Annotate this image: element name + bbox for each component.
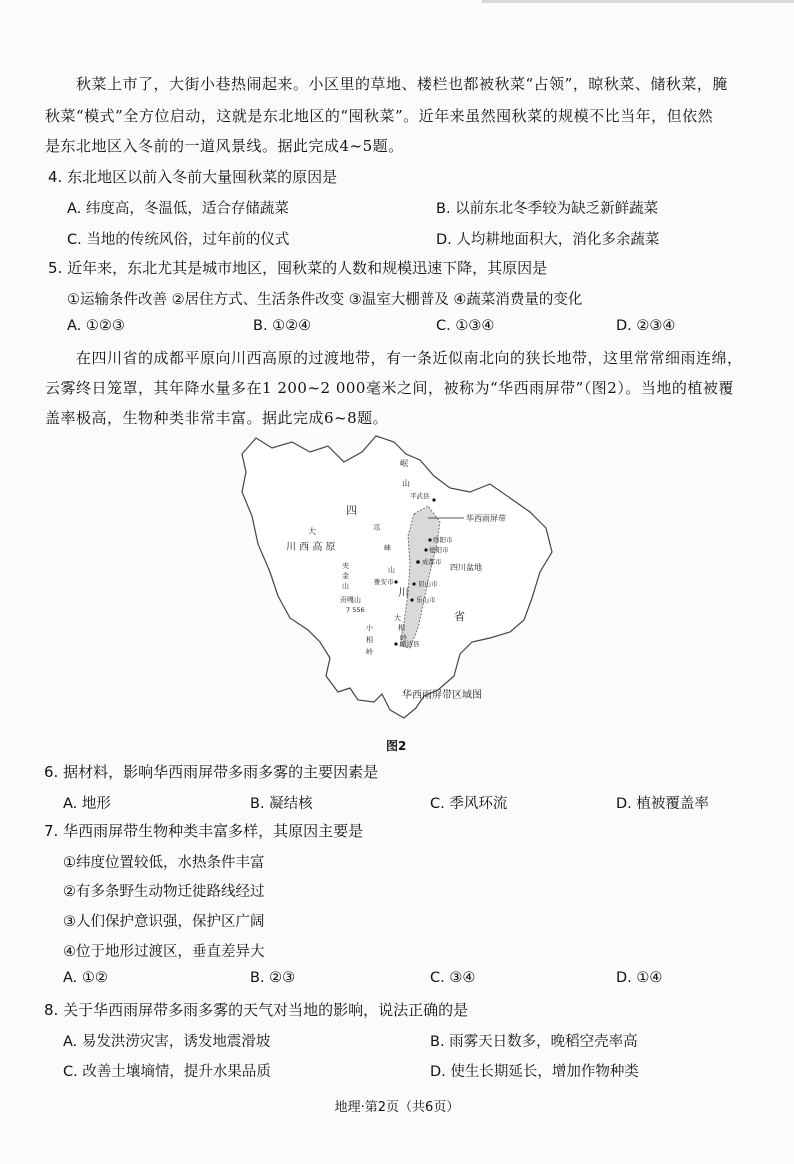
question-4-stem: 4. 东北地区以前入冬前大量囤秋菜的原因是 xyxy=(48,168,338,186)
passage-1-line-1: 秋菜上市了，大街小巷热闹起来。小区里的草地、楼栏也都被秋菜“占领”，晾秋菜、储秋菜，腌 xyxy=(76,75,728,93)
question-6-option-c: C. 季风环流 xyxy=(430,796,508,812)
question-7-option-d: D. ①④ xyxy=(616,970,663,986)
question-8-stem: 8. 关于华西雨屏带多雨多雾的天气对当地的影响，说法正确的是 xyxy=(44,1001,469,1019)
city-ebian: 峨边县 xyxy=(400,640,420,648)
qionglai-char-2: 崃 xyxy=(384,544,391,552)
figure-caption: 图2 xyxy=(386,739,407,753)
sichuan-outline xyxy=(242,436,552,718)
page-footer: 地理·第2页（共6页） xyxy=(334,1100,460,1115)
question-7-option-b: B. ②③ xyxy=(250,970,296,986)
qionglai-char-3: 山 xyxy=(388,566,395,574)
question-8-option-b: B. 雨雾天日数多，晚稻空壳率高 xyxy=(430,1034,638,1050)
question-7-item-3: ③人们保护意识强，保护区广阔 xyxy=(63,914,265,930)
question-7-item-4: ④位于地形过渡区，垂直差异大 xyxy=(63,944,265,960)
xiaoxiang-char-1: 小 xyxy=(366,624,373,632)
xiaoxiang-char-2: 相 xyxy=(366,636,373,644)
question-8-option-d: D. 使生长期延长，增加作物种类 xyxy=(430,1064,639,1080)
province-char-si: 四 xyxy=(346,504,357,517)
question-5-option-d: D. ②③④ xyxy=(616,318,676,334)
city-mianyang: 绵阳市 xyxy=(433,536,453,544)
gongga-peak-label: 贡嘎山 xyxy=(340,596,361,604)
daxiang-char-2: 相 xyxy=(398,624,405,632)
city-dot-yaan xyxy=(394,580,397,583)
question-7-option-a: A. ①② xyxy=(63,970,108,986)
qionglai-char-1: 邛 xyxy=(373,524,380,532)
question-5-option-b: B. ①②④ xyxy=(253,318,312,334)
question-6-stem: 6. 据材料，影响华西雨屏带多雨多雾的主要因素是 xyxy=(44,763,379,781)
passage-2-line-2: 云雾终日笼罩，其年降水量多在1 200~2 000毫米之间，被称为“华西雨屏带”（图2）。当地的植被覆 xyxy=(45,379,734,397)
city-dot-leshan xyxy=(410,598,413,601)
question-4-option-b: B. 以前东北冬季较为缺乏新鲜蔬菜 xyxy=(436,201,659,217)
jiajin-char-3: 山 xyxy=(342,582,349,590)
plateau-da-char: 大 xyxy=(308,527,316,536)
daxiang-char-1: 大 xyxy=(394,614,401,622)
question-6-option-d: D. 植被覆盖率 xyxy=(616,796,709,812)
question-7-item-2: ②有多条野生动物迁徙路线经过 xyxy=(63,884,265,900)
province-char-chuan: 川 xyxy=(398,586,409,599)
rain-belt-callout-label: 华西雨屏带 xyxy=(466,514,506,523)
city-dot-mianyang xyxy=(428,538,431,541)
min-shan-char-1: 岷 xyxy=(400,459,408,468)
question-4-option-c: C. 当地的传统风俗，过年前的仪式 xyxy=(67,232,290,248)
question-6-option-b: B. 凝结核 xyxy=(250,796,313,812)
passage-1-line-3: 是东北地区入冬前的一道风景线。据此完成4~5题。 xyxy=(45,137,404,155)
city-dot-deyang xyxy=(424,548,427,551)
city-dot-chengdu xyxy=(416,560,420,564)
chuanxi-plateau-label: 川 西 高 原 xyxy=(286,542,336,553)
question-7-stem: 7. 华西雨屏带生物种类丰富多样，其原因主要是 xyxy=(44,822,364,840)
passage-2-line-3: 盖率极高，生物种类非常丰富。据此完成6~8题。 xyxy=(45,409,389,427)
scan-top-edge xyxy=(482,0,794,3)
question-5-option-c: C. ①③④ xyxy=(436,318,495,334)
city-dot-ebian xyxy=(394,642,397,645)
city-chengdu: 成都市 xyxy=(422,558,442,566)
city-dot-meishan xyxy=(412,582,415,585)
city-yaan: 雅安市 xyxy=(374,578,394,586)
city-meishan: 眉山市 xyxy=(418,580,438,588)
passage-1-line-2: 秋菜“模式”全方位启动，这就是东北地区的“囤秋菜”。近年来虽然囤秋菜的规模不比当年，但依然 xyxy=(45,107,714,125)
city-leshan: 乐山市 xyxy=(416,596,436,604)
sichuan-basin-label: 四川盆地 xyxy=(450,563,482,572)
jiajin-char-1: 夹 xyxy=(342,562,349,570)
question-5-option-a: A. ①②③ xyxy=(67,318,125,334)
question-5-items: ①运输条件改善 ②居住方式、生活条件改变 ③温室大棚普及 ④蔬菜消费量的变化 xyxy=(67,292,583,308)
city-deyang: 德阳市 xyxy=(429,546,449,554)
question-5-stem: 5. 近年来，东北尤其是城市地区，囤秋菜的人数和规模迅速下降，其原因是 xyxy=(48,259,548,277)
province-char-sheng: 省 xyxy=(454,610,465,623)
question-4-option-a: A. 纬度高，冬温低，适合存储蔬菜 xyxy=(67,201,289,217)
min-shan-char-2: 山 xyxy=(402,479,410,488)
question-7-option-c: C. ③④ xyxy=(430,970,476,986)
city-pingwu: 平武县 xyxy=(410,492,430,500)
jiajin-char-2: 金 xyxy=(342,572,349,580)
question-4-option-d: D. 人均耕地面积大，消化多余蔬菜 xyxy=(436,232,660,248)
rain-screen-map xyxy=(228,432,558,724)
question-8-option-a: A. 易发洪涝灾害，诱发地震滑坡 xyxy=(63,1034,271,1050)
gongga-peak-elevation: 7 556 xyxy=(346,606,365,614)
question-8-option-c: C. 改善土壤墒情，提升水果品质 xyxy=(63,1064,271,1080)
passage-2-line-1: 在四川省的成都平原向川西高原的过渡地带，有一条近似南北向的狭长地带，这里常常细雨连绵， xyxy=(76,349,743,367)
xiaoxiang-char-3: 岭 xyxy=(366,648,373,656)
city-dot-pingwu xyxy=(432,498,435,501)
question-7-item-1: ①纬度位置较低，水热条件丰富 xyxy=(63,855,265,871)
map-title: 华西雨屏带区域图 xyxy=(402,690,482,701)
daxiang-char-3: 岭 xyxy=(400,634,407,642)
question-6-option-a: A. 地形 xyxy=(63,796,111,812)
